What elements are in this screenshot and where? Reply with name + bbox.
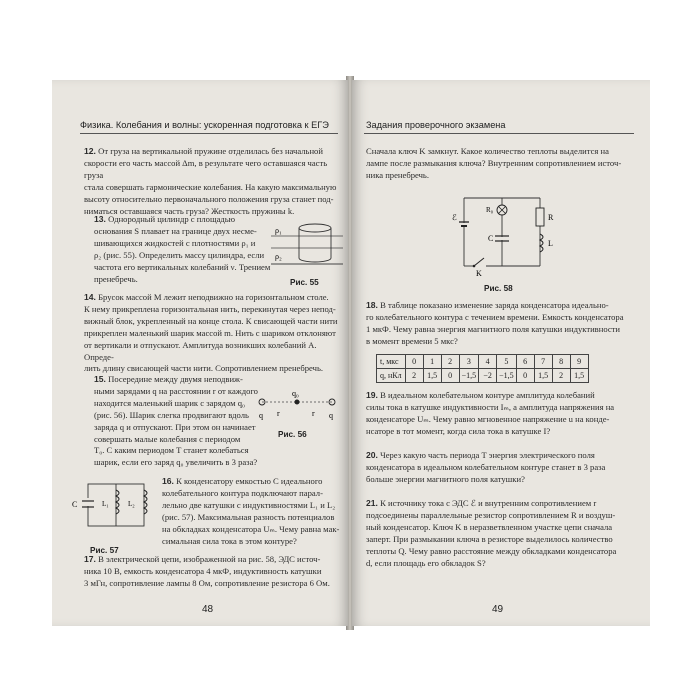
- problem-15-number: 15.: [94, 374, 106, 384]
- problem-13-line: частота его вертикальных колебаний ν. Трением: [94, 261, 271, 272]
- problem-13-line: основания S плавает на границе двух несме-: [94, 225, 257, 236]
- problem-14-line: К нему прикреплена горизонтальная нить, перекинутая через непод-: [84, 303, 336, 314]
- table-cell: 3: [459, 355, 479, 369]
- problem-19-line: силы тока в катушке индуктивности Iₘ, а амплитуда напряжения на: [366, 401, 615, 412]
- charge-table: [376, 354, 589, 383]
- problem-21-line: d, если площадь его обкладок S?: [366, 557, 486, 568]
- fig58-label-l: L: [548, 239, 553, 248]
- continuation-line: лампе после размыкания ключа? Внутренним сопротивлением источ-: [366, 157, 622, 168]
- problem-18-line: в момент времени 5 мкс?: [366, 335, 458, 346]
- table-cell: 1: [423, 355, 441, 369]
- problem-16-line: лельно две катушки с индуктивностями L₁ и L₂: [162, 499, 336, 510]
- problem-17-continuation: [366, 146, 638, 182]
- problem-15-line: находится маленький шарик с зарядом q₀: [94, 397, 246, 408]
- problem-12-line: ниматься оставшаяся часть груза? Жесткость пружины k.: [84, 205, 295, 216]
- table-cell: 2: [405, 369, 423, 383]
- problem-16-line: К конденсатору емкостью C идеального: [176, 476, 323, 486]
- problem-21-line: подсоединены параллельные резистор сопротивлением R и воздуш-: [366, 509, 616, 520]
- problem-15-line: ными зарядами q на расстоянии r от каждого: [94, 385, 258, 396]
- table-cell: 0: [405, 355, 423, 369]
- left-header-rule: [80, 133, 338, 134]
- problem-14-number: 14.: [84, 292, 96, 302]
- figure-56-caption: Рис. 56: [278, 430, 307, 439]
- problem-21-line: К источнику тока с ЭДС ℰ и внутренним сопротивлением r: [380, 498, 597, 508]
- fig55-label-rho1: ρ₁: [275, 226, 282, 235]
- fig58-label-r: R: [548, 213, 554, 222]
- fig58-label-k: K: [476, 269, 482, 278]
- problem-15-line: T₀. С каким периодом T станет колебаться: [94, 445, 249, 456]
- problem-21-line: ный конденсатор. Ключ K в неразветвленном участке цепи сначала: [366, 521, 613, 532]
- table-cell: 2: [441, 355, 459, 369]
- problem-16-line: (рис. 57). Максимальная разность потенциалов: [162, 511, 335, 522]
- problem-19-line: В идеальном колебательном контуре амплитуда колебаний: [380, 390, 595, 400]
- table-cell: 2: [552, 369, 570, 383]
- problem-19-line: конденсаторе Uₘ. Чему равно мгновенное напряжение u на конде-: [366, 413, 610, 424]
- problem-18-line: 1 мкФ. Чему равна энергия магнитного поля катушки индуктивности: [366, 323, 621, 334]
- problem-12: [84, 146, 342, 217]
- figure-58-caption: Рис. 58: [484, 284, 513, 293]
- problem-14-line: лить длину свисающей части нити. Сопротивлением пренебречь.: [84, 363, 324, 374]
- table-cell: −2: [479, 369, 497, 383]
- table-cell: 1,5: [534, 369, 552, 383]
- left-page-header: Физика. Колебания и волны: ускоренная подготовка к ЕГЭ: [80, 120, 329, 130]
- problem-13: [94, 214, 294, 285]
- problem-13-line: Однородный цилиндр с площадью: [108, 214, 236, 224]
- problem-19-line: нсаторе в тот момент, когда сила тока в катушке I?: [366, 425, 551, 436]
- fig57-label-l2: L₂: [128, 500, 135, 508]
- problem-21: [366, 498, 638, 569]
- problem-19: [366, 390, 638, 438]
- problem-15-line: Посередине между двумя неподвиж-: [108, 374, 243, 384]
- left-page-number: 48: [202, 604, 214, 615]
- table-cell: 0: [441, 369, 459, 383]
- problem-13-line: ρ₂ (рис. 55). Определить массу цилиндра, если: [94, 249, 265, 260]
- problem-15-line: (рис. 56). Шарик слегка продвигают вдоль: [94, 409, 249, 420]
- problem-21-line: заперт. При размыкании ключа в резисторе выделилось количество: [366, 533, 613, 544]
- table-cell: 8: [552, 355, 570, 369]
- fig56-label-q-right: q: [329, 411, 333, 420]
- fig58-label-emf: ℰ: [452, 213, 457, 222]
- problem-14-line: прикреплен маленький шарик массой m. Нить с шариком отклоняют: [84, 327, 336, 338]
- figure-57-caption: Рис. 57: [90, 546, 119, 555]
- problem-16-line: симальная сила тока в этом контуре?: [162, 535, 297, 546]
- figure-56-charges: [252, 388, 342, 422]
- table-cell: −1,5: [459, 369, 479, 383]
- figure-58-circuit: [452, 188, 562, 278]
- problem-20-number: 20.: [366, 450, 378, 460]
- right-page-number: 49: [492, 604, 504, 615]
- right-page-header: Задания проверочного экзамена: [366, 120, 506, 130]
- table-cell: −1,5: [497, 369, 517, 383]
- problem-17-line: ника 10 В, емкость конденсатора 4 мкФ, индуктивность катушки: [84, 565, 322, 576]
- problem-13-line: пренебречь.: [94, 273, 138, 284]
- problem-13-line: шивающихся жидкостей с плотностями ρ₁ и: [94, 237, 256, 248]
- left-page: [52, 80, 348, 626]
- problem-16-line: колебательного контура подключают парал-: [162, 487, 323, 498]
- fig56-label-q-left: q: [259, 411, 263, 420]
- table-cell: 6: [516, 355, 534, 369]
- continuation-line: ника пренебречь.: [366, 169, 429, 180]
- problem-12-line: скорости его часть массой Δm, в результате чего оставшаяся часть груза: [84, 157, 328, 180]
- problem-14-line: от вертикали и отпускают. Амплитуда возникших колебаний A. Опреде-: [84, 339, 317, 362]
- figure-57-circuit: [66, 478, 156, 538]
- table-cell: 1,5: [570, 369, 588, 383]
- fig57-label-l1: L₁: [102, 500, 109, 508]
- fig56-label-r-right: r: [312, 409, 315, 418]
- problem-20-line: конденсатора в идеальном колебательном контуре станет в 3 раза: [366, 461, 606, 472]
- fig55-label-rho2: ρ₂: [275, 252, 282, 261]
- problem-14-line: Брусок массой M лежит неподвижно на горизонтальном столе.: [98, 292, 329, 302]
- figure-55-cylinder: [267, 218, 347, 274]
- problem-20-line: больше энергии магнитного поля катушки?: [366, 473, 525, 484]
- problem-19-number: 19.: [366, 390, 378, 400]
- problem-18-number: 18.: [366, 300, 378, 310]
- problem-14: [84, 292, 342, 375]
- problem-16-number: 16.: [162, 476, 174, 486]
- problem-12-line: высоту относительно первоначального положения груза станет под-: [84, 193, 334, 204]
- problem-15-line: совершать малые колебания с периодом: [94, 433, 241, 444]
- problem-12-number: 12.: [84, 146, 96, 156]
- fig58-label-c: C: [488, 234, 494, 243]
- fig58-label-r0: R₀: [486, 206, 494, 214]
- problem-21-line: теплоты Q. Чему равно расстояние между обкладками конденсатора: [366, 545, 617, 556]
- problem-15-line: шарик, если его заряд q₀ увеличить в 3 раза?: [94, 457, 258, 468]
- table-cell: 5: [497, 355, 517, 369]
- problem-16-line: на обкладках конденсатора Uₘ. Чему равна мак-: [162, 523, 340, 534]
- right-header-rule: [364, 133, 634, 134]
- table-row-charge: [377, 369, 589, 383]
- problem-20: [366, 450, 638, 486]
- problem-16: [162, 476, 342, 547]
- problem-12-line: От груза на вертикальной пружине отделилась без начальной: [98, 146, 323, 156]
- problem-21-number: 21.: [366, 498, 378, 508]
- problem-17: [84, 554, 342, 590]
- problem-14-line: вижный блок, укрепленный на конце стола. К свисающей части нити: [84, 315, 338, 326]
- problem-20-line: Через какую часть периода T энергия электрического поля: [380, 450, 595, 460]
- table-cell: 0: [516, 369, 534, 383]
- problem-18-line: го колебательного контура с течением времени. Емкость конденсатора: [366, 311, 624, 322]
- continuation-line: Сначала ключ K замкнут. Какое количество теплоты выделится на: [366, 146, 609, 156]
- problem-18: [366, 300, 638, 348]
- problem-13-number: 13.: [94, 214, 106, 224]
- table-cell: 9: [570, 355, 588, 369]
- row-label-charge: q, нКл: [377, 369, 406, 383]
- row-label-time: t, мкс: [377, 355, 406, 369]
- problem-18-line: В таблице показано изменение заряда конденсатора идеально-: [380, 300, 609, 310]
- table-cell: 7: [534, 355, 552, 369]
- figure-55-caption: Рис. 55: [290, 278, 319, 287]
- right-page: [352, 80, 650, 626]
- fig56-label-q0: q₀: [292, 389, 299, 398]
- problem-17-line: 3 мГн, сопротивление лампы 8 Ом, сопротивление резистора 6 Ом.: [84, 577, 330, 588]
- fig56-label-r-left: r: [277, 409, 280, 418]
- fig57-label-c: C: [72, 500, 78, 509]
- problem-12-line: стала совершать гармонические колебания. На какую максимальную: [84, 181, 337, 192]
- table-cell: 1,5: [423, 369, 441, 383]
- problem-17-number: 17.: [84, 554, 96, 564]
- table-row-time: [377, 355, 589, 369]
- open-book: [52, 62, 654, 634]
- problem-17-line: В электрической цепи, изображенной на рис. 58, ЭДС источ-: [98, 554, 321, 564]
- problem-15-line: заряда q и отпускают. При этом он начинает: [94, 421, 256, 432]
- table-cell: 4: [479, 355, 497, 369]
